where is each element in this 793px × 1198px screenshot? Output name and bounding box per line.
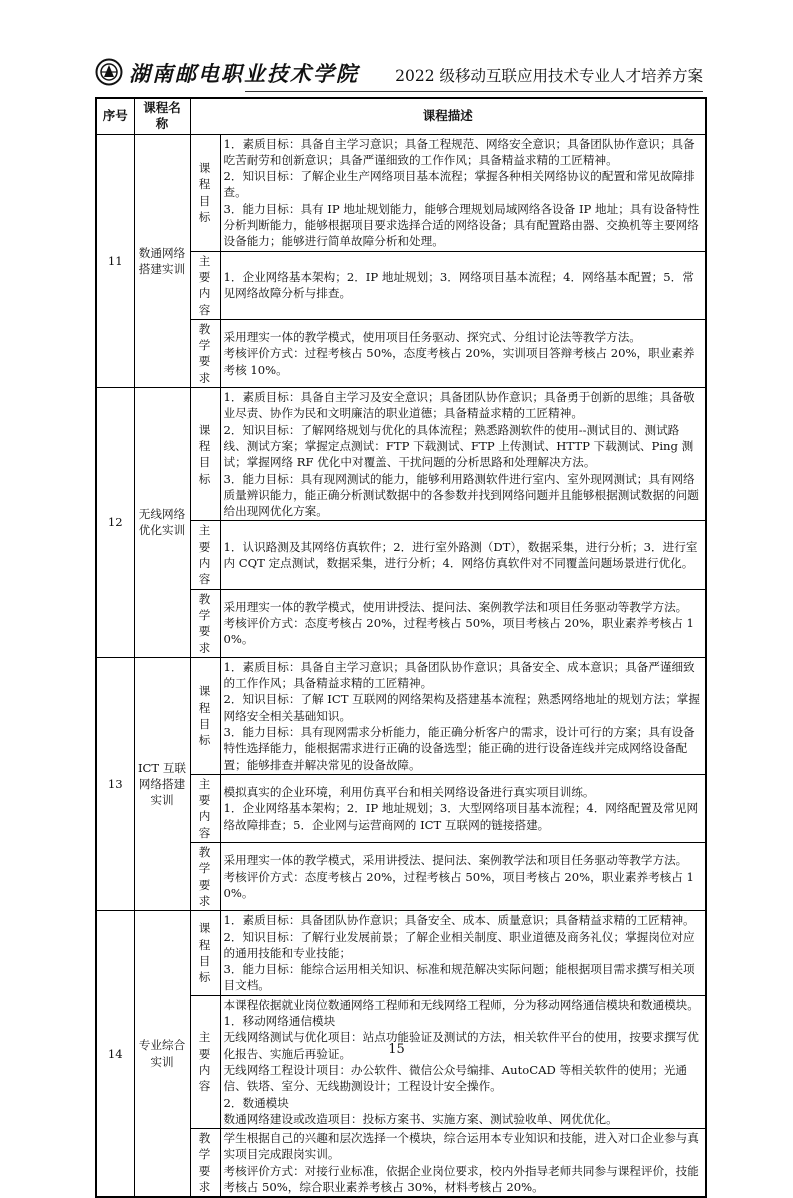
college-logo (95, 54, 359, 90)
section-description (220, 657, 706, 774)
description-line: 2．知识目标：了解网络规划与优化的具体流程；熟悉路测软件的使用--测试目的、测试路线、测试方案；掌握定点测试：FTP 下载测试、FTP 上传测试、HTTP 下载测试、Ping 测试；掌握网络 RF 优化中对覆盖、干扰问题的分析思路和处理解决方法。 (223, 422, 694, 470)
description-line: 1．素质目标：具备自主学习及安全意识；具备团队协作意识；具备勇于创新的思维；具备敬业尽责、协作为民和文明廉洁的职业道德；具备精益求精的工匠精神。 (223, 390, 695, 421)
description-line: 模拟真实的企业环境，利用仿真平台和相关网络设备进行真实项目训练。 (223, 785, 595, 800)
section-label: 课程目标 (190, 911, 220, 995)
table-header-row (96, 98, 706, 134)
college-emblem-icon (95, 58, 123, 86)
section-label: 课程目标 (190, 657, 220, 774)
description-line: 3．能力目标：具有现网测试的能力，能够利用路测软件进行室内、室外现网测试；具有网络质量辨识能力，能正确分析测试数据中的各参数并找到网络问题并且能够根据测试数据的问题给出现网优化方案。 (223, 471, 699, 519)
course-table-body (96, 134, 706, 1197)
description-line: 1．素质目标：具备自主学习意识；具备工程规范、网络安全意识；具备团队协作意识；具备吃苦耐劳和创新意识；具备严谨细致的工作作风；具备精益求精的工匠精神。 (223, 136, 695, 167)
description-line: 考核评价方式：过程考核占 50%，态度考核占 20%，实训项目答辩考核占 20%，职业素养考核 10%。 (223, 346, 695, 377)
description-line: 考核评价方式：态度考核占 20%，过程考核占 50%，项目考核占 20%，职业素养考核占 10%。 (223, 869, 694, 900)
description-line: 1．企业网络基本架构；2．IP 地址规划；3．网络项目基本流程；4．网络基本配置；5．常见网络故障分析与排查。 (223, 269, 694, 301)
section-label: 主要内容 (190, 774, 220, 842)
college-name: 湖南邮电职业技术学院 (129, 61, 359, 86)
section-description (220, 388, 706, 521)
course-number: 12 (96, 388, 134, 658)
description-line: 考核评价方式：对接行业标准，依据企业岗位要求，校内外指导老师共同参与课程评价，技能考核占 50%，综合职业素养考核占 30%，材料考核占 20%。 (223, 1163, 699, 1194)
course-table (95, 97, 707, 1198)
page-number: 15 (388, 1042, 405, 1057)
description-line: 数通网络建设或改造项目：投标方案书、实施方案、测试验收单、网优优化。 (223, 1111, 618, 1126)
table-row (96, 657, 706, 774)
description-line: 1．认识路测及其网络仿真软件；2．进行室外路测（DT），数据采集，进行分析；3．进行室内 CQT 定点测试，数据采集，进行分析；4．网络仿真软件对不同覆盖问题场景进行优化。 (223, 539, 698, 571)
column-header-number: 序号 (96, 98, 134, 134)
table-row (96, 911, 706, 995)
description-line: 1．企业网络基本架构；2．IP 地址规划；3．大型网络项目基本流程；4．网络配置及常见网络故障排查；5．企业网与运营商网的 ICT 互联网的链接搭建。 (223, 801, 699, 832)
course-name: ICT 互联网络搭建实训 (134, 657, 190, 910)
description-line: 3．能力目标：能综合运用相关知识、标准和规范解决实际问题；能根据项目需求撰写相关项目文档。 (223, 962, 695, 993)
section-label: 主要内容 (190, 521, 220, 589)
course-number: 11 (96, 134, 134, 387)
section-description (220, 319, 706, 387)
description-line: 2．数通模块 (223, 1095, 289, 1110)
course-name: 无线网络优化实训 (134, 388, 190, 658)
course-name: 专业综合实训 (134, 911, 190, 1198)
description-line: 采用理实一体的教学模式，采用讲授法、提问法、案例教学法和项目任务驱动等教学方法。 (223, 853, 688, 868)
description-line: 2．知识目标：了解企业生产网络项目基本流程；掌握各种相关网络协议的配置和常见故障排查。 (223, 169, 695, 200)
section-label: 课程目标 (190, 134, 220, 251)
column-header-course-name: 课程名称 (134, 98, 190, 134)
header-divider (245, 91, 703, 92)
section-label: 教学要求 (190, 1129, 220, 1198)
description-line: 无线网络测试与优化项目：站点功能验证及测试的方法，相关软件平台的使用，按要求撰写优化报告、实施后再验证。 (223, 1030, 699, 1061)
section-description (220, 134, 706, 251)
description-line: 2．知识目标：了解行业发展前景；了解企业相关制度、职业道德及商务礼仪；掌握岗位对应的通用技能和专业技能； (223, 929, 695, 960)
description-line: 采用理实一体的教学模式，使用讲授法、提问法、案例教学法和项目任务驱动等教学方法。 (223, 599, 688, 614)
section-description (220, 774, 706, 842)
column-header-description: 课程描述 (190, 98, 706, 134)
description-line: 3．能力目标：具有现网需求分析能力，能正确分析客户的需求，设计可行的方案；具有设备特性选择能力，能根据需求进行正确的设备选型；能正确的进行设备连线并完成网络设备配置；能够排查并解决常见的设备故障。 (223, 724, 695, 772)
description-line: 本课程依据就业岗位数通网络工程师和无线网络工程师，分为移动网络通信模块和数通模块。 (223, 997, 699, 1012)
section-label: 教学要求 (190, 589, 220, 657)
section-label: 主要内容 (190, 251, 220, 319)
section-description (220, 911, 706, 995)
section-description (220, 589, 706, 657)
description-line: 1．素质目标：具备团队协作意识；具备安全、成本、质量意识；具备精益求精的工匠精神。 (223, 913, 695, 928)
section-description (220, 251, 706, 319)
section-label: 课程目标 (190, 388, 220, 521)
document-title: 2022 级移动互联应用技术专业人才培养方案 (395, 67, 703, 85)
section-description (220, 843, 706, 911)
course-number: 13 (96, 657, 134, 910)
course-name: 数通网络搭建实训 (134, 134, 190, 387)
table-row (96, 134, 706, 251)
description-line: 2．知识目标：了解 ICT 互联网的网络架构及搭建基本流程；熟悉网络地址的规划方法；掌握网络安全相关基础知识。 (223, 692, 700, 723)
description-line: 采用理实一体的教学模式，使用项目任务驱动、探究式、分组讨论法等教学方法。 (223, 330, 641, 344)
description-line: 考核评价方式：态度考核占 20%，过程考核占 50%，项目考核占 20%，职业素养考核占 10%。 (223, 616, 694, 647)
description-line: 3．能力目标：具有 IP 地址规划能力，能够合理规划局域网络各设备 IP 地址；具有设备特性分析判断能力，能够根据项目要求选择合适的网络设备；具有配置路由器、交换机等主要网络设备能力；能够进行简单故障分析和处理。 (223, 201, 700, 249)
section-description (220, 995, 706, 1128)
page-header (95, 54, 703, 94)
description-line: 1．素质目标：具备自主学习意识；具备团队协作意识；具备安全、成本意识；具备严谨细致的工作作风；具备精益求精的工匠精神。 (223, 659, 695, 691)
table-row (96, 388, 706, 521)
section-description (220, 1129, 706, 1198)
section-label: 教学要求 (190, 319, 220, 387)
description-line: 学生根据自己的兴趣和层次选择一个模块，综合运用本专业知识和技能，进入对口企业参与真实项目完成跟岗实训。 (223, 1131, 699, 1162)
description-line: 无线网络工程设计项目：办公软件、微信公众号编排、AutoCAD 等相关软件的使用；光通信、铁塔、室分、无线勘测设计；工程设计安全操作。 (223, 1062, 687, 1094)
description-line: 1．移动网络通信模块 (223, 1014, 336, 1029)
section-label: 主要内容 (190, 995, 220, 1128)
section-label: 教学要求 (190, 843, 220, 911)
course-number: 14 (96, 911, 134, 1198)
section-description (220, 521, 706, 589)
